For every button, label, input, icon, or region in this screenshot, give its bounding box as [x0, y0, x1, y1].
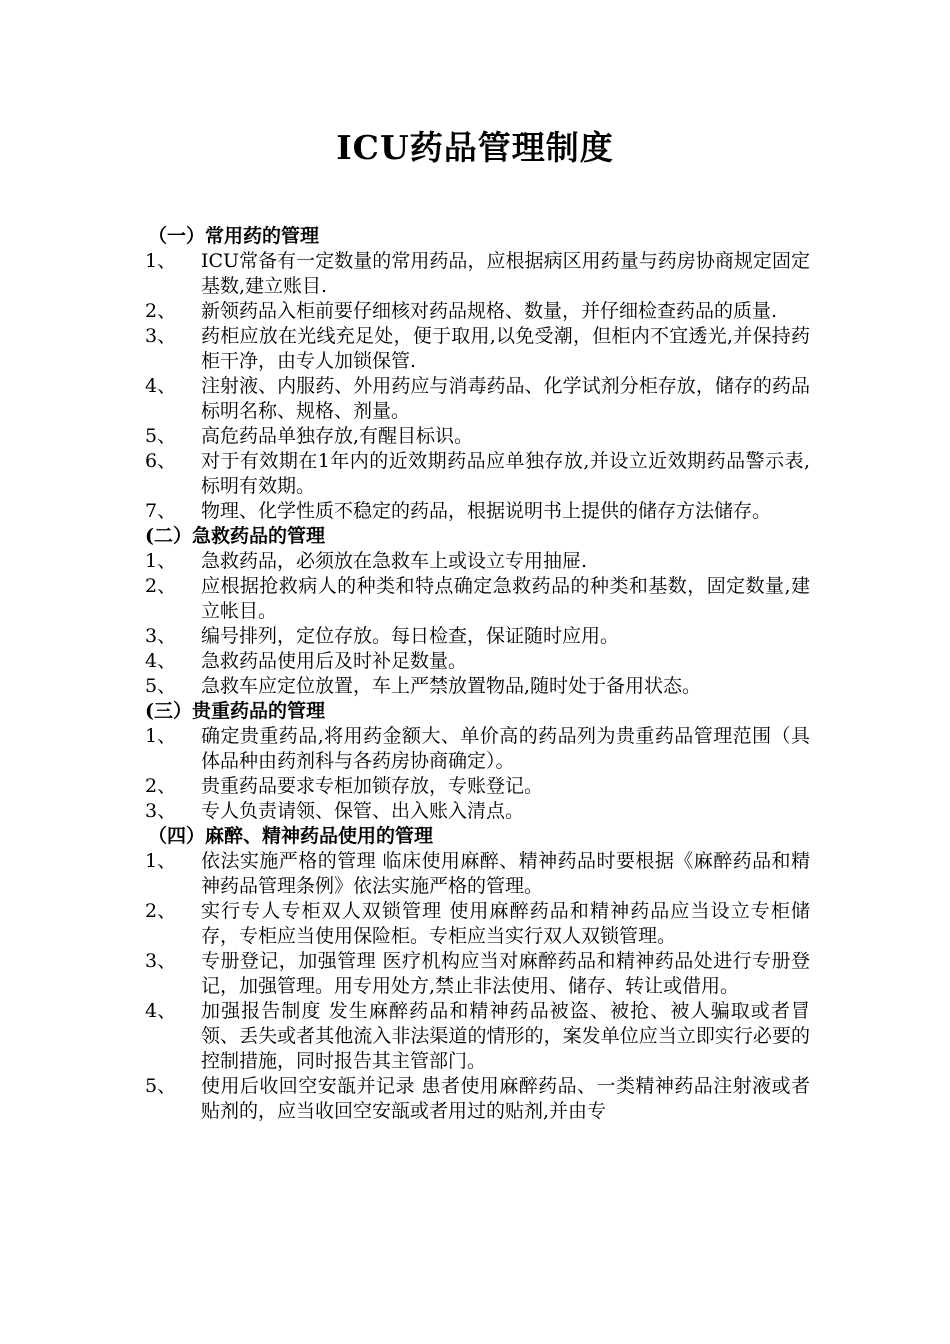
item-number: 1、 — [145, 725, 177, 747]
item-text: 确定贵重药品,将用药金额大、单价高的药品列为贵重药品管理范围（具体品种由药剂科与各药房协商确定）。 — [201, 725, 810, 772]
list-item — [145, 574, 810, 624]
item-text: 急救车应定位放置，车上严禁放置物品,随时处于备用状态。 — [201, 675, 702, 697]
list-item — [145, 299, 810, 324]
section-heading: (三）贵重药品的管理 — [145, 700, 325, 722]
item-text: 加强报告制度 发生麻醉药品和精神药品被盗、被抢、被人骗取或者冒领、丢失或者其他流入非法渠道的情形的，案发单位应当立即实行必要的控制措施，同时报告其主管部门。 — [201, 1000, 810, 1072]
item-text: 使用后收回空安瓿并记录 患者使用麻醉药品、一类精神药品注射液或者贴剂的，应当收回空安瓿或者用过的贴剂,并由专 — [201, 1075, 810, 1122]
item-number: 4、 — [145, 1000, 177, 1022]
list-item — [145, 449, 810, 499]
item-text: ICU常备有一定数量的常用药品，应根据病区用药量与药房协商规定固定基数,建立账目. — [201, 250, 810, 297]
list-item — [145, 249, 810, 299]
item-number: 1、 — [145, 550, 177, 572]
item-text: 应根据抢救病人的种类和特点确定急救药品的种类和基数，固定数量,建立帐目。 — [201, 575, 810, 622]
item-text: 编号排列，定位存放。每日检查，保证随时应用。 — [201, 625, 620, 647]
document-body — [145, 224, 810, 1124]
item-number: 7、 — [145, 500, 177, 522]
list-item — [145, 674, 810, 699]
list-item — [145, 649, 810, 674]
section-emergency-drugs — [145, 524, 810, 699]
item-text: 注射液、内服药、外用药应与消毒药品、化学试剂分柜存放，储存的药品标明名称、规格、剂量。 — [201, 375, 810, 422]
item-number: 2、 — [145, 575, 177, 597]
item-text: 药柜应放在光线充足处，便于取用,以免受潮，但柜内不宜透光,并保持药柜干净，由专人加锁保管. — [201, 325, 810, 372]
section-heading: （一）常用药的管理 — [148, 225, 320, 247]
item-text: 依法实施严格的管理 临床使用麻醉、精神药品时要根据《麻醉药品和精神药品管理条例》依法实施严格的管理。 — [201, 850, 810, 897]
list-item — [145, 799, 810, 824]
item-number: 5、 — [145, 675, 177, 697]
item-text: 实行专人专柜双人双锁管理 使用麻醉药品和精神药品应当设立专柜储存，专柜应当使用保险柜。专柜应当实行双人双锁管理。 — [201, 900, 810, 947]
section-narcotic-psychotropic-drugs — [145, 824, 810, 1124]
list-item — [145, 774, 810, 799]
item-number: 5、 — [145, 1075, 177, 1097]
list-item — [145, 499, 810, 524]
item-number: 4、 — [145, 375, 177, 397]
section-common-drugs — [145, 224, 810, 524]
list-item — [145, 1074, 810, 1124]
list-item — [145, 424, 810, 449]
item-number: 3、 — [145, 800, 177, 822]
item-number: 2、 — [145, 300, 177, 322]
list-item — [145, 624, 810, 649]
list-item — [145, 324, 810, 374]
item-number: 1、 — [145, 850, 177, 872]
document-title: ICU药品管理制度 — [336, 128, 614, 167]
item-text: 专人负责请领、保管、出入账入清点。 — [201, 800, 525, 822]
item-text: 对于有效期在1年内的近效期药品应单独存放,并设立近效期药品警示表,标明有效期。 — [201, 450, 810, 497]
list-item — [145, 899, 810, 949]
list-item — [145, 999, 810, 1074]
item-text: 贵重药品要求专柜加锁存放，专账登记。 — [201, 775, 544, 797]
item-number: 2、 — [145, 775, 177, 797]
item-number: 3、 — [145, 950, 177, 972]
item-text: 物理、化学性质不稳定的药品，根据说明书上提供的储存方法储存。 — [201, 500, 772, 522]
item-number: 3、 — [145, 625, 177, 647]
item-text: 专册登记，加强管理 医疗机构应当对麻醉药品和精神药品处进行专册登记，加强管理。用专用处方,禁止非法使用、储存、转让或借用。 — [201, 950, 810, 997]
section-heading: (二）急救药品的管理 — [145, 525, 325, 547]
list-item — [145, 374, 810, 424]
list-item — [145, 724, 810, 774]
list-item — [145, 849, 810, 899]
list-item — [145, 949, 810, 999]
item-number: 5、 — [145, 425, 177, 447]
item-number: 3、 — [145, 325, 177, 347]
list-item — [145, 549, 810, 574]
item-text: 高危药品单独存放,有醒目标识。 — [201, 425, 474, 447]
section-heading: （四）麻醉、精神药品使用的管理 — [148, 825, 434, 847]
item-text: 急救药品使用后及时补足数量。 — [201, 650, 468, 672]
item-number: 4、 — [145, 650, 177, 672]
item-number: 6、 — [145, 450, 177, 472]
item-text: 急救药品，必须放在急救车上或设立专用抽屉. — [201, 550, 588, 572]
item-text: 新领药品入柜前要仔细核对药品规格、数量，并仔细检查药品的质量. — [201, 300, 778, 322]
item-number: 2、 — [145, 900, 177, 922]
section-valuable-drugs — [145, 699, 810, 824]
item-number: 1、 — [145, 250, 177, 272]
